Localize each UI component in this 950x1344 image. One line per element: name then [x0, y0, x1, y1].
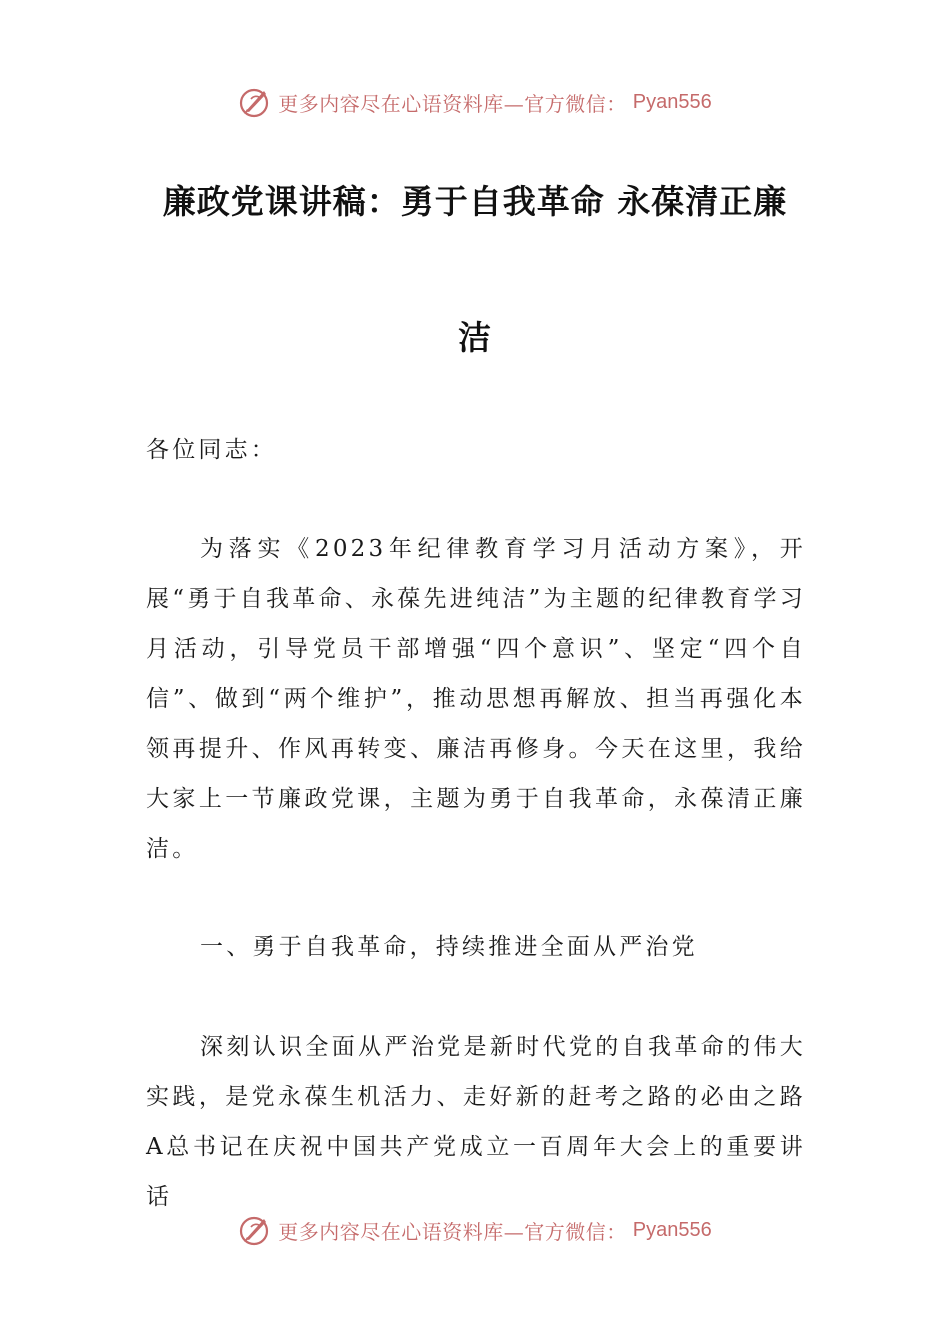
document-title	[140, 168, 810, 372]
quill-pen-circle-icon	[238, 1213, 272, 1247]
paragraph-intro: 为落实《2023年纪律教育学习月活动方案》，开展“勇于自我革命、永葆先进纯洁”为主题的纪律教育学习月活动，引导党员干部增强“四个意识”、坚定“四个自信”、做到“两个维护”，推动思想再解放、担当再强化本领再提升、作风再转变、廉洁再修身。今天在这里，我给大家上一节廉政党课，主题为勇于自我革命，永葆清正廉洁。	[146, 536, 806, 862]
paragraph-section-1: 深刻认识全面从严治党是新时代党的自我革命的伟大实践，是党永葆生机活力、走好新的赶考之路的必由之路A总书记在庆祝中国共产党成立一百周年大会上的重要讲话	[146, 1034, 806, 1210]
watermark-id: Pyan556	[632, 1218, 712, 1241]
greeting: 各位同志：	[146, 437, 277, 463]
watermark-footer	[0, 1210, 950, 1250]
title-line-1: 廉政党课讲稿：勇于自我革命 永葆清正廉	[162, 182, 788, 221]
quill-pen-circle-icon	[238, 85, 272, 119]
section-heading-1: 一、勇于自我革命，持续推进全面从严治党	[200, 934, 698, 960]
watermark-id: Pyan556	[632, 90, 712, 113]
watermark-text: 更多内容尽在心语资料库—官方微信：	[278, 1219, 627, 1244]
watermark-text: 更多内容尽在心语资料库—官方微信：	[278, 91, 627, 116]
watermark-header	[0, 82, 950, 122]
title-line-2: 洁	[458, 318, 492, 357]
